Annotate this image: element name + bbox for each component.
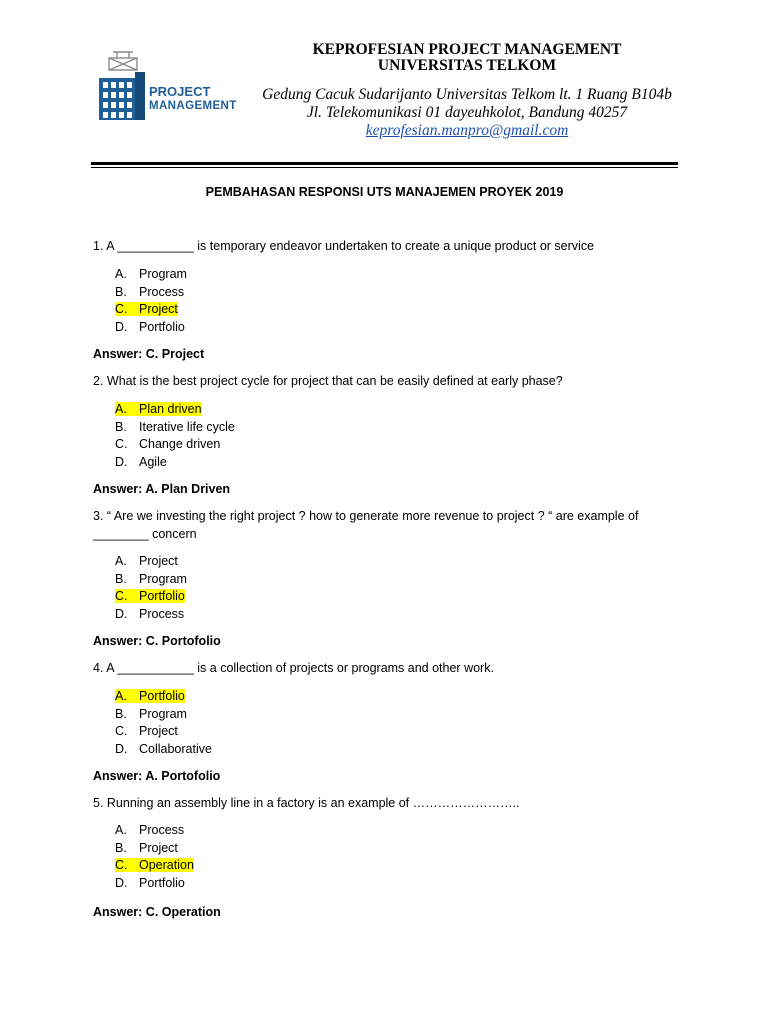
organization-header: [262, 42, 672, 140]
project-management-logo: [95, 48, 247, 128]
option-letter: B.: [115, 284, 127, 299]
highlighted-option: [115, 302, 178, 316]
answer-2: Answer: A. Plan Driven: [93, 482, 231, 496]
option-text: Project: [139, 724, 178, 738]
option-2c: [115, 436, 235, 454]
logo-text-project: PROJECT: [149, 84, 211, 99]
question-2-options: [115, 401, 235, 471]
university-name: UNIVERSITAS TELKOM: [377, 57, 557, 74]
question-4-text: 4. A ___________ is a collection of projects or programs and other work.: [93, 661, 494, 675]
option-5b: [115, 840, 194, 858]
option-text: Plan driven: [139, 402, 202, 416]
option-4b: [115, 706, 212, 724]
option-text: Program: [139, 267, 187, 281]
option-text: Portfolio: [139, 319, 185, 334]
highlighted-option: [115, 858, 194, 872]
option-1a: [115, 266, 187, 284]
option-4c: [115, 723, 212, 741]
option-letter: B.: [115, 571, 127, 586]
header-divider-thin: [91, 167, 678, 168]
option-letter: A.: [115, 689, 127, 703]
option-letter: A.: [115, 402, 127, 416]
option-text: Portfolio: [139, 589, 185, 603]
question-4-options: [115, 688, 212, 758]
option-text: Process: [139, 823, 185, 837]
answer-1: Answer: C. Project: [93, 347, 205, 361]
option-text: Process: [139, 606, 185, 621]
highlighted-option: [115, 589, 185, 603]
option-letter: D.: [115, 741, 128, 756]
option-1d: [115, 319, 187, 337]
question-1-options: [115, 266, 187, 336]
email-link[interactable]: keprofesian.manpro@gmail.com: [365, 122, 569, 139]
option-text: Portfolio: [139, 689, 185, 703]
logo-text-management: MANAGEMENT: [149, 100, 237, 112]
building-icon: [95, 48, 247, 128]
option-text: Program: [139, 571, 187, 586]
option-text: Process: [139, 284, 185, 299]
option-3b: [115, 571, 187, 589]
answer-5: Answer: C. Operation: [93, 905, 221, 919]
option-letter: D.: [115, 875, 128, 890]
option-letter: C.: [115, 858, 128, 872]
question-1-text: 1. A ___________ is temporary endeavor undertaken to create a unique product or service: [93, 239, 595, 253]
option-letter: D.: [115, 606, 128, 621]
option-letter: B.: [115, 419, 127, 434]
option-letter: C.: [115, 302, 128, 316]
header-divider-thick: [91, 162, 678, 165]
address-line-1: Gedung Cacuk Sudarijanto Universitas Telkom lt. 1 Ruang B104b: [262, 86, 672, 103]
option-2d: [115, 454, 235, 472]
option-letter: C.: [115, 724, 128, 738]
option-3a: [115, 553, 187, 571]
option-letter: B.: [115, 706, 127, 721]
question-3-options: [115, 553, 187, 623]
question-5-text: 5. Running an assembly line in a factory is an example of ……………………..: [93, 796, 520, 810]
org-name: KEPROFESIAN PROJECT MANAGEMENT: [312, 41, 622, 58]
option-text: Project: [139, 840, 178, 855]
option-text: Iterative life cycle: [139, 419, 235, 434]
option-2a: [115, 401, 235, 419]
option-2b: [115, 419, 235, 437]
option-5d: [115, 875, 194, 893]
option-letter: C.: [115, 589, 128, 603]
option-text: Program: [139, 706, 187, 721]
option-1c: [115, 301, 187, 319]
option-letter: B.: [115, 840, 127, 855]
document-title: PEMBAHASAN RESPONSI UTS MANAJEMEN PROYEK 2019: [205, 185, 564, 199]
option-letter: D.: [115, 454, 128, 469]
option-4a: [115, 688, 212, 706]
option-text: Project: [139, 302, 178, 316]
option-5a: [115, 822, 194, 840]
answer-4: Answer: A. Portofolio: [93, 769, 221, 783]
question-2-text: 2. What is the best project cycle for project that can be easily defined at early phase?: [93, 374, 563, 388]
option-text: Collaborative: [139, 741, 212, 756]
option-letter: A.: [115, 554, 127, 568]
option-text: Agile: [139, 454, 167, 469]
option-3d: [115, 606, 187, 624]
highlighted-option: [115, 689, 185, 703]
highlighted-option: [115, 402, 202, 416]
question-5-options: [115, 822, 194, 892]
question-3-text: 3. “ Are we investing the right project ? how to generate more revenue to project ? “ are example of ________ concern: [93, 509, 639, 541]
option-5c: [115, 857, 194, 875]
option-3c: [115, 588, 187, 606]
option-letter: A.: [115, 823, 127, 837]
option-text: Project: [139, 554, 178, 568]
option-text: Portfolio: [139, 875, 185, 890]
option-1b: [115, 284, 187, 302]
address-line-2: Jl. Telekomunikasi 01 dayeuhkolot, Bandung 40257: [306, 104, 628, 121]
option-text: Operation: [139, 858, 194, 872]
option-letter: D.: [115, 319, 128, 334]
option-text: Change driven: [139, 437, 221, 451]
option-4d: [115, 741, 212, 759]
answer-3: Answer: C. Portofolio: [93, 634, 221, 648]
option-letter: C.: [115, 437, 128, 451]
option-letter: A.: [115, 267, 127, 281]
